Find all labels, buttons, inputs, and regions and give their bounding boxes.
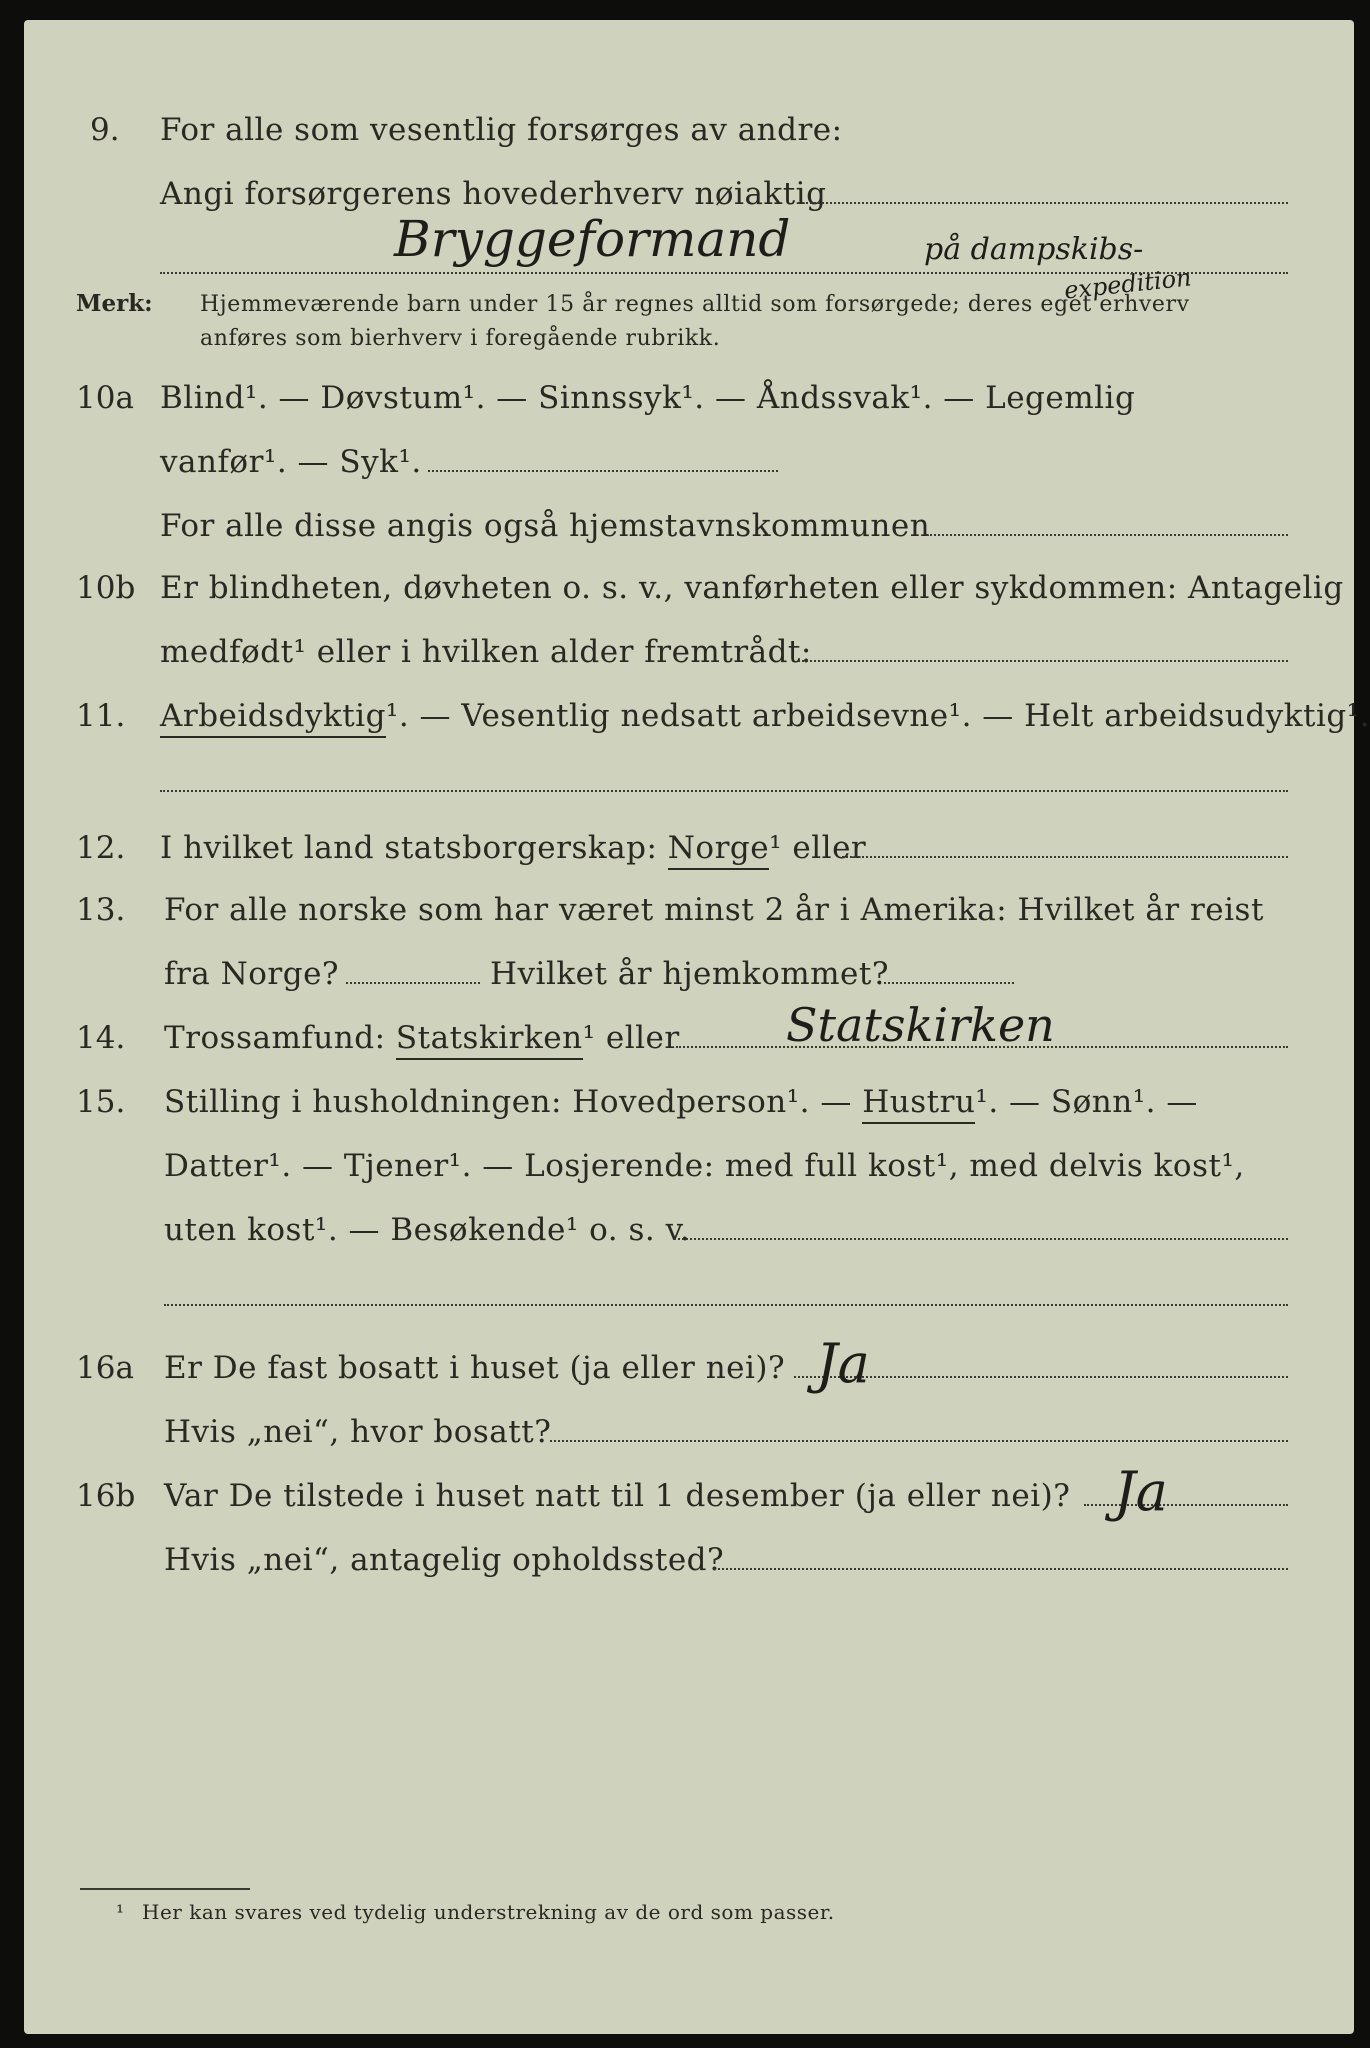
q12-post: ¹ eller <box>769 830 867 866</box>
q13-number: 13. <box>76 892 126 928</box>
q10a-number: 10a <box>76 380 134 416</box>
q9-number: 9. <box>90 112 120 148</box>
q13-year-returned-line <box>884 982 1014 984</box>
q15-answer-line2 <box>164 1304 1288 1306</box>
q13-line2a: fra Norge? <box>164 956 340 992</box>
q16b-whereabouts-line <box>714 1568 1288 1570</box>
q9-line2: Angi forsørgerens hovederhverv nøiaktig <box>160 176 827 212</box>
q11-text <box>160 698 1370 734</box>
q14-number: 14. <box>76 1020 126 1056</box>
merk-label: Merk: <box>76 290 153 317</box>
q15-number: 15. <box>76 1084 126 1120</box>
q14-post: ¹ eller <box>582 1020 680 1056</box>
q15-answer-line <box>674 1238 1288 1240</box>
q14-handwritten-answer: Statskirken <box>786 998 1055 1052</box>
q10b-answer-line <box>798 660 1288 662</box>
q14-question: Trossamfund: <box>164 1020 386 1056</box>
q15-line3: uten kost¹. — Besøkende¹ o. s. v. <box>164 1212 691 1248</box>
merk-line1: Hjemmeværende barn under 15 år regnes alltid som forsørgede; deres eget erhverv <box>200 292 1190 317</box>
merk-line2: anføres som bierhverv i foregående rubrikk. <box>200 326 721 351</box>
q13-line1: For alle norske som har været minst 2 år i Amerika: Hvilket år reist <box>164 892 1264 928</box>
q9-handwritten-answer-note2: expedition <box>1062 263 1193 305</box>
q12-option-norge: Norge <box>668 830 769 870</box>
q13-year-left-line <box>346 982 480 984</box>
q16a-residence-line <box>550 1440 1288 1442</box>
q12-question: I hvilket land statsborgerskap: <box>160 830 658 866</box>
q11-number: 11. <box>76 698 126 734</box>
q9-answer-line2 <box>160 272 1288 274</box>
q16a-handwritten-answer: Ja <box>816 1332 870 1395</box>
q9-handwritten-answer: Bryggeformand <box>394 210 791 268</box>
q12-answer-line <box>842 856 1288 858</box>
q15-line1a: Stilling i husholdningen: Hovedperson¹. — <box>164 1084 852 1120</box>
q10a-line2: vanfør¹. — Syk¹. <box>160 444 422 480</box>
q16b-line2: Hvis „nei“, antagelig opholdssted? <box>164 1542 725 1578</box>
q15-line2: Datter¹. — Tjener¹. — Losjerende: med full kost¹, med delvis kost¹, <box>164 1148 1245 1184</box>
q10a-line3: For alle disse angis også hjemstavnskommunen <box>160 508 931 544</box>
q15-line1b: ¹. — Sønn¹. — <box>975 1084 1198 1120</box>
q10b-number: 10b <box>76 570 136 606</box>
census-form-page <box>24 20 1370 2034</box>
q10b-line2: medfødt¹ eller i hvilken alder fremtrådt: <box>160 634 812 670</box>
q10a-hometown-line <box>926 534 1288 536</box>
q15-option-hustru: Hustru <box>862 1084 975 1124</box>
footnote-mark: ¹ <box>116 1900 125 1924</box>
q10a-answer-line <box>428 470 778 472</box>
q16b-number: 16b <box>76 1478 136 1514</box>
q16a-number: 16a <box>76 1350 134 1386</box>
q12-number: 12. <box>76 830 126 866</box>
q15-line1 <box>164 1084 1198 1120</box>
q16a-line1: Er De fast bosatt i huset (ja eller nei)? <box>164 1350 786 1386</box>
q14-option-statskirken: Statskirken <box>396 1020 583 1060</box>
q9-line1: For alle som vesentlig forsørges av andre: <box>160 112 843 148</box>
footnote-rule <box>80 1888 250 1890</box>
q16b-line1: Var De tilstede i huset natt til 1 desember (ja eller nei)? <box>164 1478 1071 1514</box>
q9-answer-line <box>798 202 1288 204</box>
q16b-handwritten-answer: Ja <box>1114 1460 1168 1523</box>
q16a-line2: Hvis „nei“, hvor bosatt? <box>164 1414 552 1450</box>
q11-option-arbeidsdyktig: Arbeidsdyktig <box>160 698 386 738</box>
q13-line2b: Hvilket år hjemkommet? <box>490 956 889 992</box>
q12-text <box>160 830 866 866</box>
q11-rest: ¹. — Vesentlig nedsatt arbeidsevne¹. — Helt arbeidsudyktig¹. <box>385 698 1370 734</box>
footnote-text: Her kan svares ved tydelig understrekning av de ord som passer. <box>142 1900 835 1924</box>
q10a-line1: Blind¹. — Døvstum¹. — Sinnssyk¹. — Åndssvak¹. — Legemlig <box>160 380 1136 416</box>
q11-answer-line <box>160 790 1288 792</box>
q9-handwritten-answer-note: på dampskibs- <box>924 232 1144 267</box>
q14-text <box>164 1020 680 1056</box>
q10b-line1: Er blindheten, døvheten o. s. v., vanførheten eller sykdommen: Antagelig <box>160 570 1344 606</box>
